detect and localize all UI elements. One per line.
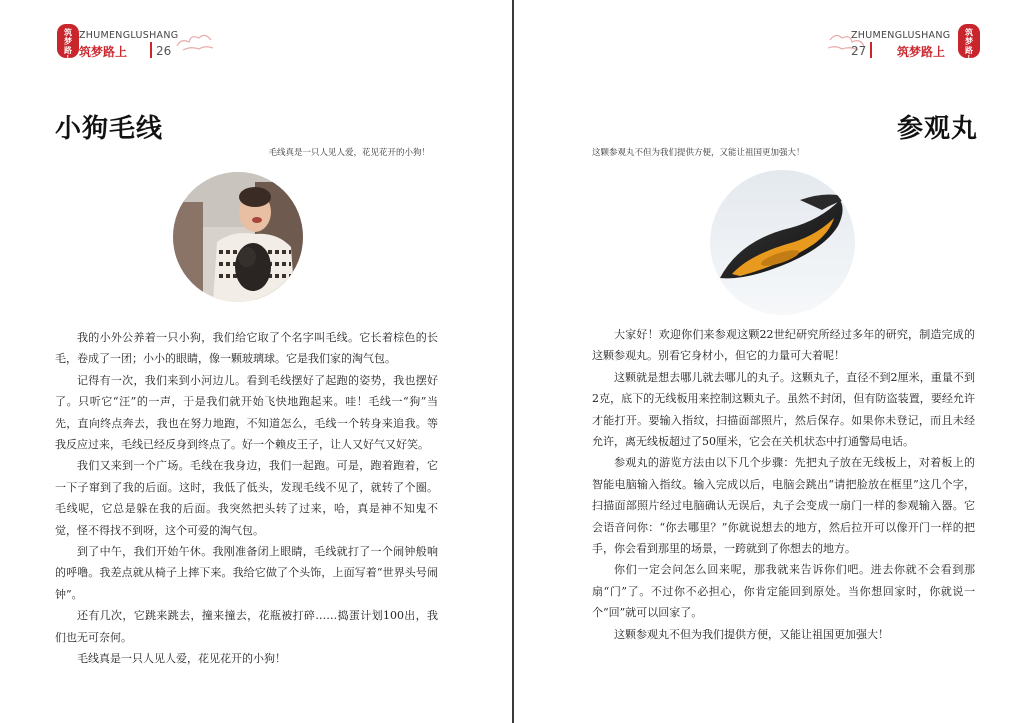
article-body — [55, 327, 438, 670]
header-divider — [150, 42, 152, 58]
right-page — [514, 0, 1026, 723]
paragraph: 大家好！欢迎你们来参观这颗22世纪研究所经过多年的研究，制造完成的这颗参观丸。别看它身材小，但它的力量可大着呢！ — [592, 328, 975, 363]
seal-text: 筑梦路上 — [64, 28, 72, 64]
left-page — [0, 0, 512, 723]
seal-text: 筑梦路上 — [965, 28, 973, 64]
header-divider — [870, 42, 872, 58]
article-subtitle: 毛线真是一只人见人爱，花见花开的小狗！ — [268, 148, 430, 158]
article-title: 参观丸 — [896, 114, 978, 144]
brand-label: ZHUMENGLUSHANG — [79, 30, 179, 41]
paragraph: 这颗参观丸不但为我们提供方便，又能让祖国更加强大！ — [614, 627, 889, 641]
paragraph: 还有几次，它跳来跳去，撞来撞去，花瓶被打碎……捣蛋计划100出，我们也无可奈何。 — [55, 609, 438, 644]
paragraph: 你们一定会问怎么回来呢，那我就来告诉你们吧。进去你就不会看到那扇“门”了。不过你不必担心，你肯定能回到原处。当你想回家时，你就说一个“回”就可以回家了。 — [592, 563, 975, 620]
page-number: 27 — [851, 44, 867, 58]
red-seal-icon — [958, 24, 980, 64]
header-title: 筑梦路上 — [897, 45, 946, 59]
paragraph: 到了中午，我们开始午休。我刚准备闭上眼睛，毛线就打了一个闹钟般响的呼噜。我差点就从椅子上摔下来。我给它做了个头饰，上面写着“世界头号闹钟”。 — [55, 545, 438, 601]
paragraph: 毛线真是一只人见人爱，花见花开的小狗！ — [77, 652, 286, 666]
page-number: 26 — [156, 44, 172, 58]
paragraph: 记得有一次，我们来到小河边儿。看到毛线摆好了起跑的姿势，我也摆好了。只听它“汪”的一声，于是我们就开始飞快地跑起来。哇！毛线一“狗”当先，直向终点奔去，我也在努力地跑，不知道怎么，毛线一个转身来追我。等我反应过来，毛线已经反身到终点了。好一个赖皮王子，让人又好气又好笑。 — [55, 373, 438, 452]
photo-futuristic-capsule — [710, 170, 855, 315]
article-body — [592, 324, 975, 645]
paragraph: 我们又来到一个广场。毛线在我身边，我们一起跑。可是，跑着跑着，它一下子窜到了我的后面。这时，我低了低头，发现毛线不见了，就转了个圈。毛线呢，它总是躲在我的后面。我突然把头转了过来，哈，真是神不知鬼不觉，怪不得找不到呀，这个可爱的淘气包。 — [55, 459, 438, 537]
cloud-ornament-icon — [175, 30, 215, 52]
article-title: 小狗毛线 — [55, 114, 164, 144]
photo-boy-with-dog — [173, 172, 303, 302]
brand-label: ZHUMENGLUSHANG — [851, 30, 951, 41]
article-subtitle: 这颗参观丸不但为我们提供方便，又能让祖国更加强大！ — [592, 148, 805, 158]
paragraph: 参观丸的游览方法由以下几个步骤：先把丸子放在无线板上，对着板上的智能电脑输入指纹。输入完成以后，电脑会跳出“请把脸放在框里”这几个字，扫描面部照片经过电脑确认无误后，丸子会变成一扇门一样的参观输入器。它会语音问你：“你去哪里？”你就说想去的地方，然后拉开可以像开门一样的把手，你会看到那里的场景，一跨就到了你想去的地方。 — [592, 456, 975, 556]
header-title: 筑梦路上 — [79, 45, 128, 59]
paragraph: 这颗就是想去哪儿就去哪儿的丸子。这颗丸子，直径不到2厘米，重量不到2克，底下的无线板用来控制这颗丸子。虽然不封闭，但有防盗装置，要经允许才能打开。要输入指纹，扫描面部照片，然后保存。如果你未登记，而且未经允许，离无线板超过了50厘米，它会在关机状态中打通警局电话。 — [592, 370, 975, 449]
paragraph: 我的小外公养着一只小狗，我们给它取了个名字叫毛线。它长着棕色的长毛，卷成了一团；小小的眼睛，像一颗玻璃球。它是我们家的淘气包。 — [55, 331, 438, 366]
red-seal-icon — [57, 24, 79, 64]
